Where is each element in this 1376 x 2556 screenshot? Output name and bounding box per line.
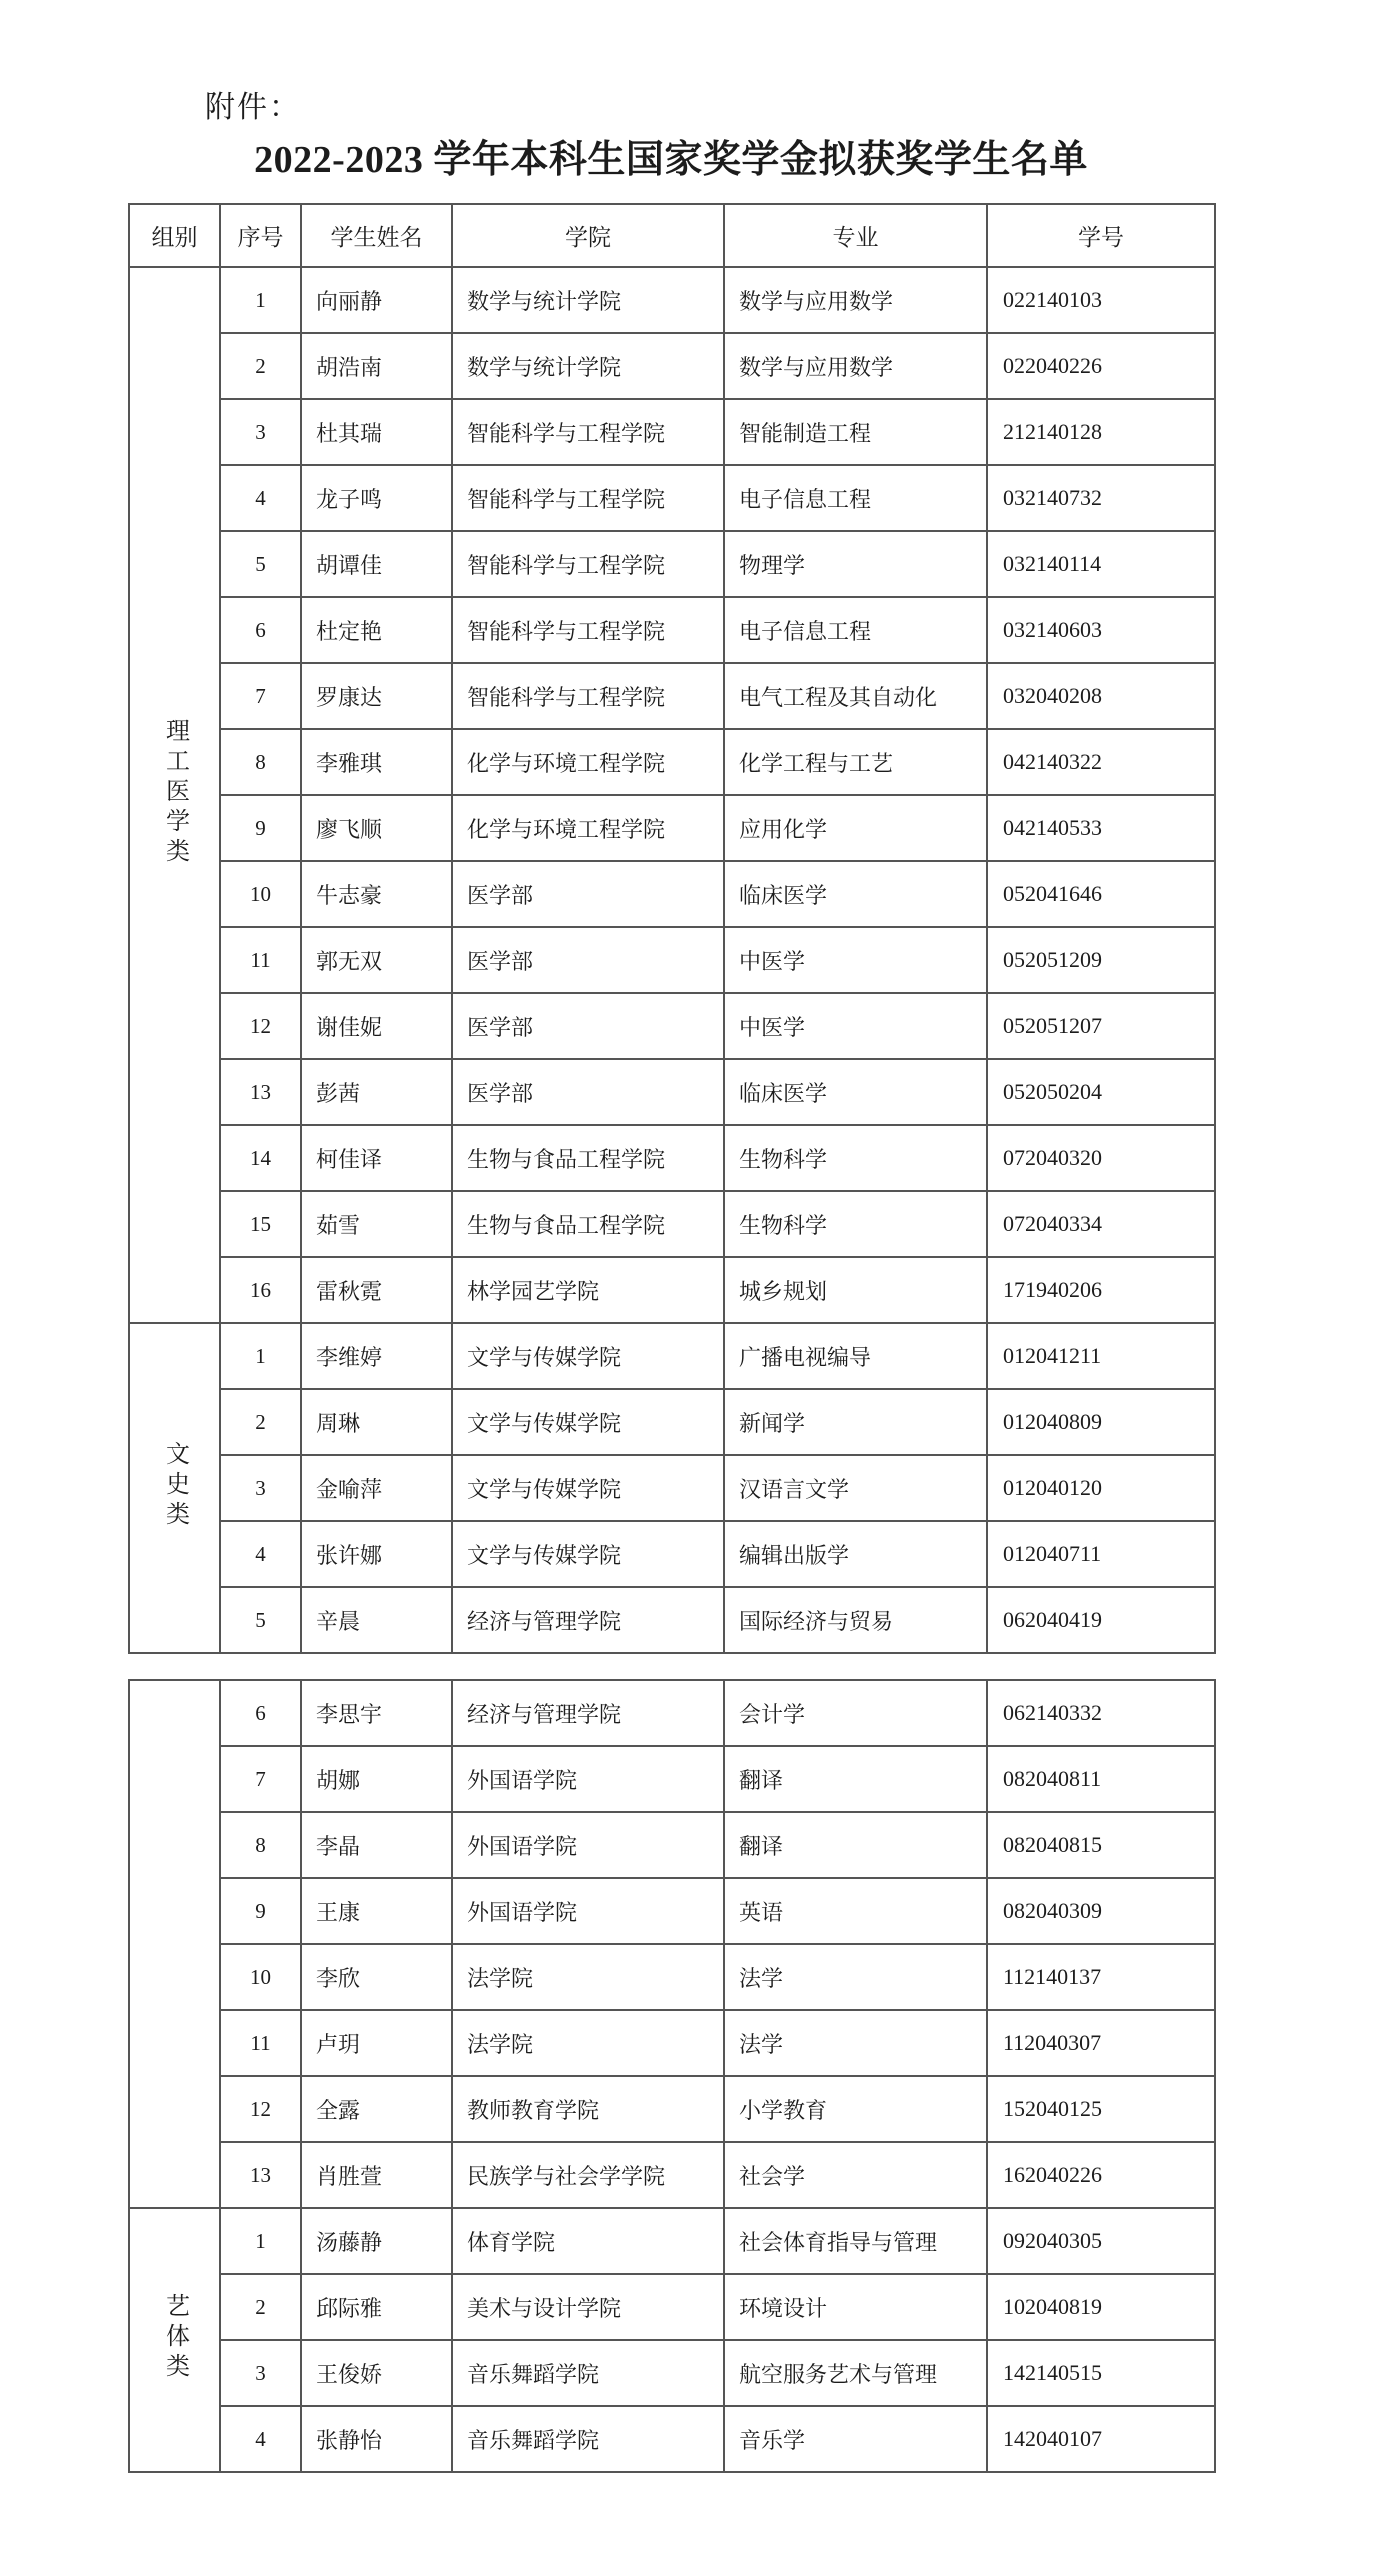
group-cell (129, 1323, 220, 1653)
seq-cell: 12 (220, 2076, 301, 2142)
seq-cell: 1 (220, 1323, 301, 1389)
seq-cell: 12 (220, 993, 301, 1059)
name-cell: 杜其瑞 (301, 399, 452, 465)
seq-cell: 13 (220, 1059, 301, 1125)
id-cell: 082040811 (987, 1746, 1215, 1812)
scholarship-table-block-2 (128, 1679, 1216, 2473)
table-row (129, 597, 1215, 663)
group-cell (129, 1680, 220, 2208)
id-cell: 062140332 (987, 1680, 1215, 1746)
id-cell: 012041211 (987, 1323, 1215, 1389)
college-cell: 美术与设计学院 (452, 2274, 724, 2340)
table-row (129, 333, 1215, 399)
name-cell: 李思宇 (301, 1680, 452, 1746)
name-cell: 彭茜 (301, 1059, 452, 1125)
table-row (129, 399, 1215, 465)
seq-cell: 7 (220, 1746, 301, 1812)
table-row (129, 1257, 1215, 1323)
name-cell: 李维婷 (301, 1323, 452, 1389)
major-cell: 生物科学 (724, 1125, 987, 1191)
header-row (129, 204, 1215, 267)
name-cell: 李欣 (301, 1944, 452, 2010)
table-row (129, 861, 1215, 927)
table-row (129, 795, 1215, 861)
college-cell: 医学部 (452, 861, 724, 927)
college-cell: 化学与环境工程学院 (452, 795, 724, 861)
college-cell: 音乐舞蹈学院 (452, 2340, 724, 2406)
table-row (129, 1455, 1215, 1521)
id-cell: 072040320 (987, 1125, 1215, 1191)
id-cell: 032140114 (987, 531, 1215, 597)
name-cell: 杜定艳 (301, 597, 452, 663)
group-cell (129, 267, 220, 1323)
group-label: 艺体类 (161, 2292, 188, 2383)
major-cell: 翻译 (724, 1746, 987, 1812)
header-college: 学院 (452, 204, 724, 267)
table-row (129, 2010, 1215, 2076)
name-cell: 李晶 (301, 1812, 452, 1878)
attachment-label: 附件： (205, 91, 301, 124)
table-row (129, 1125, 1215, 1191)
table-row (129, 1944, 1215, 2010)
major-cell: 航空服务艺术与管理 (724, 2340, 987, 2406)
id-cell: 012040809 (987, 1389, 1215, 1455)
seq-cell: 4 (220, 465, 301, 531)
id-cell: 112140137 (987, 1944, 1215, 2010)
id-cell: 042140322 (987, 729, 1215, 795)
college-cell: 医学部 (452, 1059, 724, 1125)
seq-cell: 1 (220, 2208, 301, 2274)
college-cell: 化学与环境工程学院 (452, 729, 724, 795)
major-cell: 数学与应用数学 (724, 267, 987, 333)
id-cell: 152040125 (987, 2076, 1215, 2142)
id-cell: 012040711 (987, 1521, 1215, 1587)
major-cell: 社会体育指导与管理 (724, 2208, 987, 2274)
name-cell: 罗康达 (301, 663, 452, 729)
id-cell: 062040419 (987, 1587, 1215, 1653)
group-label: 文史类 (161, 1440, 188, 1531)
seq-cell: 14 (220, 1125, 301, 1191)
college-cell: 数学与统计学院 (452, 333, 724, 399)
name-cell: 向丽静 (301, 267, 452, 333)
table-row (129, 1521, 1215, 1587)
major-cell: 中医学 (724, 993, 987, 1059)
id-cell: 102040819 (987, 2274, 1215, 2340)
seq-cell: 8 (220, 1812, 301, 1878)
seq-cell: 11 (220, 2010, 301, 2076)
college-cell: 智能科学与工程学院 (452, 531, 724, 597)
scholarship-table-block-1 (128, 203, 1216, 1654)
table-row (129, 1191, 1215, 1257)
major-cell: 会计学 (724, 1680, 987, 1746)
id-cell: 112040307 (987, 2010, 1215, 2076)
table-row (129, 663, 1215, 729)
major-cell: 智能制造工程 (724, 399, 987, 465)
name-cell: 柯佳译 (301, 1125, 452, 1191)
name-cell: 龙子鸣 (301, 465, 452, 531)
major-cell: 汉语言文学 (724, 1455, 987, 1521)
name-cell: 牛志豪 (301, 861, 452, 927)
name-cell: 邱际雅 (301, 2274, 452, 2340)
name-cell: 汤藤静 (301, 2208, 452, 2274)
major-cell: 新闻学 (724, 1389, 987, 1455)
college-cell: 智能科学与工程学院 (452, 465, 724, 531)
major-cell: 广播电视编导 (724, 1323, 987, 1389)
college-cell: 文学与传媒学院 (452, 1323, 724, 1389)
college-cell: 医学部 (452, 993, 724, 1059)
name-cell: 张许娜 (301, 1521, 452, 1587)
name-cell: 郭无双 (301, 927, 452, 993)
id-cell: 042140533 (987, 795, 1215, 861)
seq-cell: 9 (220, 795, 301, 861)
major-cell: 生物科学 (724, 1191, 987, 1257)
major-cell: 社会学 (724, 2142, 987, 2208)
major-cell: 数学与应用数学 (724, 333, 987, 399)
seq-cell: 5 (220, 1587, 301, 1653)
major-cell: 中医学 (724, 927, 987, 993)
major-cell: 临床医学 (724, 1059, 987, 1125)
name-cell: 全露 (301, 2076, 452, 2142)
college-cell: 经济与管理学院 (452, 1587, 724, 1653)
name-cell: 胡娜 (301, 1746, 452, 1812)
seq-cell: 6 (220, 597, 301, 663)
table-row (129, 2076, 1215, 2142)
seq-cell: 2 (220, 333, 301, 399)
table-row (129, 1323, 1215, 1389)
college-cell: 智能科学与工程学院 (452, 663, 724, 729)
page-title: 2022-2023 学年本科生国家奖学金拟获奖学生名单 (254, 139, 1088, 181)
name-cell: 王俊娇 (301, 2340, 452, 2406)
id-cell: 032140732 (987, 465, 1215, 531)
college-cell: 文学与传媒学院 (452, 1521, 724, 1587)
header-name: 学生姓名 (301, 204, 452, 267)
major-cell: 法学 (724, 2010, 987, 2076)
id-cell: 052051209 (987, 927, 1215, 993)
seq-cell: 10 (220, 861, 301, 927)
college-cell: 智能科学与工程学院 (452, 597, 724, 663)
seq-cell: 1 (220, 267, 301, 333)
id-cell: 032040208 (987, 663, 1215, 729)
table-row (129, 2208, 1215, 2274)
seq-cell: 3 (220, 1455, 301, 1521)
table-row (129, 2274, 1215, 2340)
name-cell: 金喻萍 (301, 1455, 452, 1521)
seq-cell: 2 (220, 1389, 301, 1455)
seq-cell: 4 (220, 2406, 301, 2472)
major-cell: 英语 (724, 1878, 987, 1944)
table-row (129, 267, 1215, 333)
id-cell: 212140128 (987, 399, 1215, 465)
major-cell: 小学教育 (724, 2076, 987, 2142)
college-cell: 外国语学院 (452, 1812, 724, 1878)
major-cell: 物理学 (724, 531, 987, 597)
group-cell (129, 2208, 220, 2472)
major-cell: 环境设计 (724, 2274, 987, 2340)
seq-cell: 5 (220, 531, 301, 597)
major-cell: 翻译 (724, 1812, 987, 1878)
major-cell: 电子信息工程 (724, 465, 987, 531)
name-cell: 肖胜萱 (301, 2142, 452, 2208)
table-row (129, 1746, 1215, 1812)
college-cell: 文学与传媒学院 (452, 1455, 724, 1521)
seq-cell: 7 (220, 663, 301, 729)
header-major: 专业 (724, 204, 987, 267)
id-cell: 072040334 (987, 1191, 1215, 1257)
name-cell: 胡浩南 (301, 333, 452, 399)
table-row (129, 729, 1215, 795)
college-cell: 智能科学与工程学院 (452, 399, 724, 465)
college-cell: 外国语学院 (452, 1746, 724, 1812)
seq-cell: 15 (220, 1191, 301, 1257)
major-cell: 临床医学 (724, 861, 987, 927)
name-cell: 周琳 (301, 1389, 452, 1455)
table-row (129, 2406, 1215, 2472)
id-cell: 012040120 (987, 1455, 1215, 1521)
college-cell: 教师教育学院 (452, 2076, 724, 2142)
college-cell: 生物与食品工程学院 (452, 1125, 724, 1191)
seq-cell: 2 (220, 2274, 301, 2340)
name-cell: 李雅琪 (301, 729, 452, 795)
id-cell: 052050204 (987, 1059, 1215, 1125)
college-cell: 民族学与社会学学院 (452, 2142, 724, 2208)
seq-cell: 16 (220, 1257, 301, 1323)
id-cell: 142040107 (987, 2406, 1215, 2472)
college-cell: 法学院 (452, 1944, 724, 2010)
id-cell: 162040226 (987, 2142, 1215, 2208)
name-cell: 张静怡 (301, 2406, 452, 2472)
table-row (129, 1878, 1215, 1944)
major-cell: 法学 (724, 1944, 987, 2010)
seq-cell: 6 (220, 1680, 301, 1746)
header-seq: 序号 (220, 204, 301, 267)
name-cell: 王康 (301, 1878, 452, 1944)
name-cell: 胡谭佳 (301, 531, 452, 597)
college-cell: 林学园艺学院 (452, 1257, 724, 1323)
table-row (129, 927, 1215, 993)
table-row (129, 531, 1215, 597)
major-cell: 城乡规划 (724, 1257, 987, 1323)
group-label: 理工医学类 (161, 717, 188, 868)
seq-cell: 3 (220, 2340, 301, 2406)
id-cell: 092040305 (987, 2208, 1215, 2274)
major-cell: 化学工程与工艺 (724, 729, 987, 795)
seq-cell: 9 (220, 1878, 301, 1944)
college-cell: 生物与食品工程学院 (452, 1191, 724, 1257)
table-row (129, 1812, 1215, 1878)
name-cell: 雷秋霓 (301, 1257, 452, 1323)
id-cell: 032140603 (987, 597, 1215, 663)
id-cell: 022040226 (987, 333, 1215, 399)
name-cell: 卢玥 (301, 2010, 452, 2076)
college-cell: 经济与管理学院 (452, 1680, 724, 1746)
college-cell: 法学院 (452, 2010, 724, 2076)
seq-cell: 13 (220, 2142, 301, 2208)
id-cell: 052051207 (987, 993, 1215, 1059)
seq-cell: 11 (220, 927, 301, 993)
id-cell: 082040309 (987, 1878, 1215, 1944)
name-cell: 茹雪 (301, 1191, 452, 1257)
table-row (129, 2142, 1215, 2208)
table-row (129, 993, 1215, 1059)
major-cell: 音乐学 (724, 2406, 987, 2472)
id-cell: 052041646 (987, 861, 1215, 927)
name-cell: 廖飞顺 (301, 795, 452, 861)
table-row (129, 1059, 1215, 1125)
major-cell: 编辑出版学 (724, 1521, 987, 1587)
college-cell: 音乐舞蹈学院 (452, 2406, 724, 2472)
college-cell: 文学与传媒学院 (452, 1389, 724, 1455)
college-cell: 医学部 (452, 927, 724, 993)
seq-cell: 8 (220, 729, 301, 795)
college-cell: 体育学院 (452, 2208, 724, 2274)
id-cell: 142140515 (987, 2340, 1215, 2406)
table-row (129, 1680, 1215, 1746)
name-cell: 辛晨 (301, 1587, 452, 1653)
seq-cell: 3 (220, 399, 301, 465)
table-row (129, 1587, 1215, 1653)
college-cell: 数学与统计学院 (452, 267, 724, 333)
table-row (129, 1389, 1215, 1455)
major-cell: 应用化学 (724, 795, 987, 861)
name-cell: 谢佳妮 (301, 993, 452, 1059)
table-row (129, 2340, 1215, 2406)
seq-cell: 4 (220, 1521, 301, 1587)
college-cell: 外国语学院 (452, 1878, 724, 1944)
header-group: 组别 (129, 204, 220, 267)
table-row (129, 465, 1215, 531)
major-cell: 国际经济与贸易 (724, 1587, 987, 1653)
major-cell: 电气工程及其自动化 (724, 663, 987, 729)
id-cell: 022140103 (987, 267, 1215, 333)
id-cell: 082040815 (987, 1812, 1215, 1878)
seq-cell: 10 (220, 1944, 301, 2010)
major-cell: 电子信息工程 (724, 597, 987, 663)
id-cell: 171940206 (987, 1257, 1215, 1323)
header-id: 学号 (987, 204, 1215, 267)
